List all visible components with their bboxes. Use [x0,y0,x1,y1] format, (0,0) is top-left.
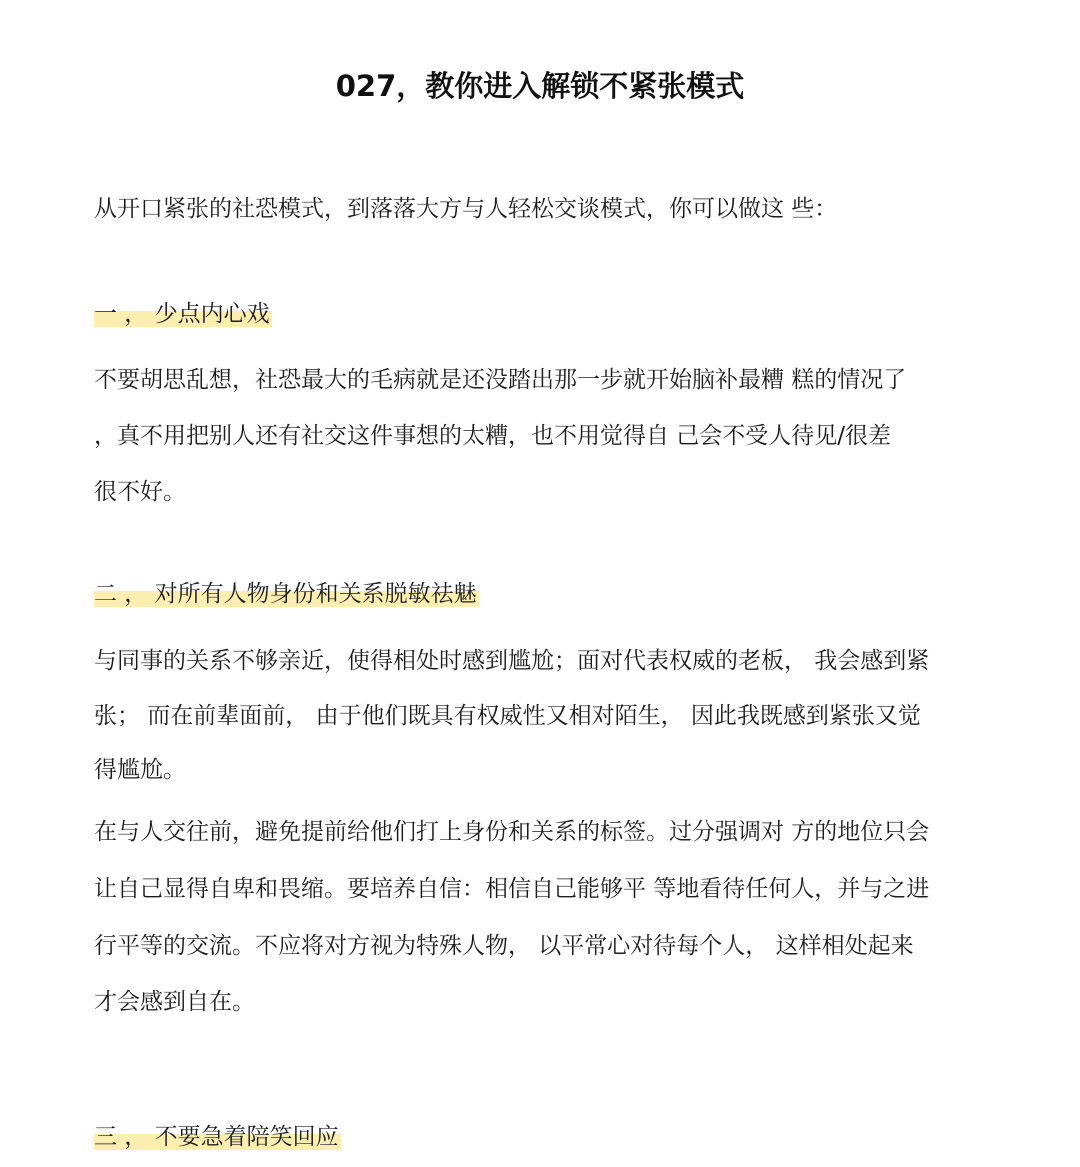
page-title: 027，教你进入解锁不紧张模式 [335,69,745,103]
section-heading-2 [94,578,479,610]
section-heading-2-text: 二 ， 对所有人物身份和关系脱敏祛魅 [94,581,477,607]
section-1-line-3: 很不好。 [94,479,186,505]
section-2-p2-line-3: 行平等的交流。不应将对方视为特殊人物， 以平常心对待每个人， 这样相处起来 [94,933,914,959]
section-heading-1 [94,298,272,330]
section-2-p2-line-1: 在与人交往前，避免提前给他们打上身份和关系的标签。过分强调对 方的地位只会 [94,819,930,845]
section-heading-3 [94,1121,341,1153]
section-heading-1-text: 一 ， 少点内心戏 [94,301,270,327]
section-2-p1-line-1: 与同事的关系不够亲近，使得相处时感到尴尬；面对代表权威的老板， 我会感到紧 [94,648,930,674]
section-1-line-2: ，真不用把别人还有社交这件事想的太糟，也不用觉得自 己会不受人待见/很差 [94,423,892,449]
section-2-p1-line-3: 得尴尬。 [94,757,186,783]
section-heading-3-text: 三 ， 不要急着陪笑回应 [94,1124,339,1150]
section-1-line-1: 不要胡思乱想，社恐最大的毛病就是还没踏出那一步就开始脑补最糟 糕的情况了 [94,367,907,393]
intro-text: 从开口紧张的社恐模式，到落落大方与人轻松交谈模式，你可以做这 些： [94,196,838,222]
section-2-p1-line-2: 张； 而在前辈面前， 由于他们既具有权威性又相对陌生， 因此我既感到紧张又觉 [94,703,921,729]
section-2-p2-line-2: 让自己显得自卑和畏缩。要培养自信：相信自己能够平 等地看待任何人，并与之进 [94,876,930,902]
section-2-p2-line-4: 才会感到自在。 [94,989,255,1015]
